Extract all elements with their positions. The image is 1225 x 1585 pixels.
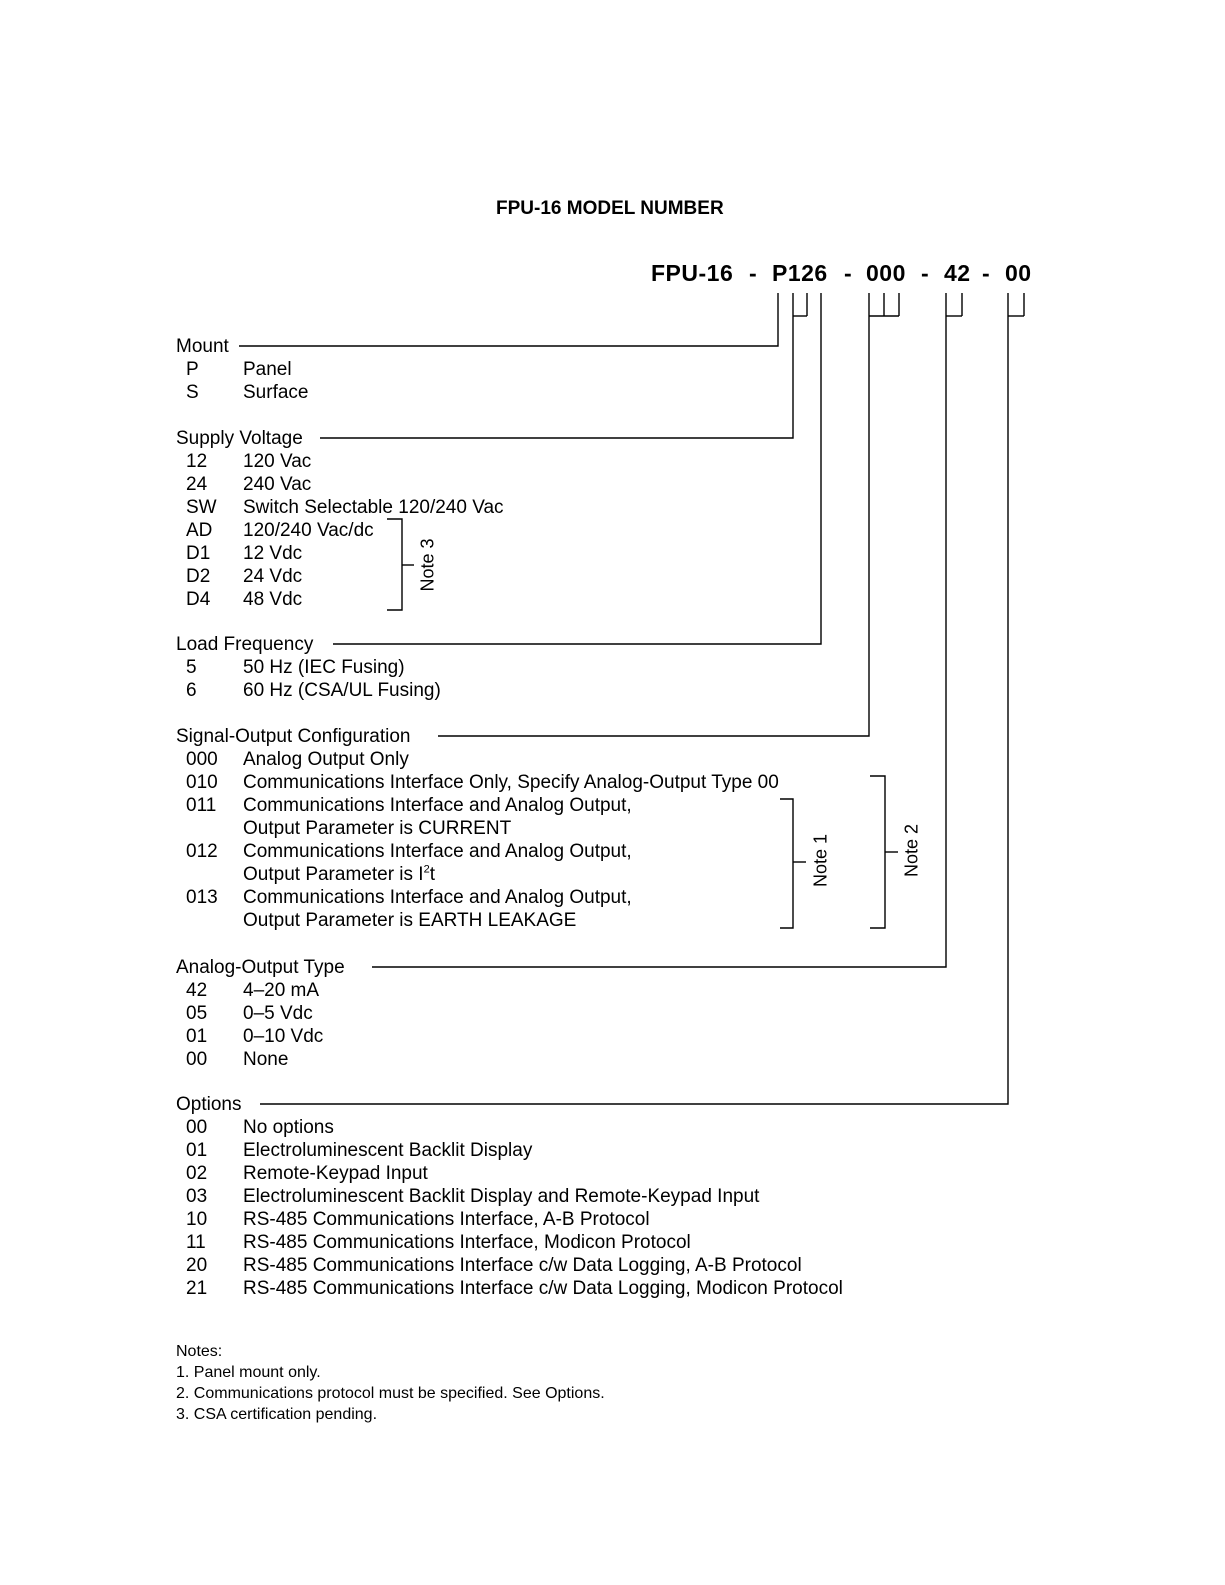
supply-voltage-code: D2 [186,566,211,587]
signal-output-desc-line2: Output Parameter is EARTH LEAKAGE [243,910,577,931]
signal-output-code: 011 [186,795,217,816]
supply-voltage-code: D1 [186,543,211,564]
supply-voltage-code: 24 [186,474,208,495]
options-desc: Electroluminescent Backlit Display and Remote-Keypad Input [243,1186,760,1207]
note3-bracket [387,519,402,610]
analog-output-code: 05 [186,1003,208,1024]
options-desc: RS-485 Communications Interface, Modicon Protocol [243,1232,691,1253]
signal-output-label: Signal-Output Configuration [176,726,411,747]
options-code: 00 [186,1117,208,1138]
model-code-part-3: 42 [944,260,971,286]
signal-output-code: 013 [186,887,218,908]
options-desc: No options [243,1117,334,1138]
options-desc: Remote-Keypad Input [243,1163,428,1184]
model-code-sep-4: - [982,260,991,286]
supply-voltage-desc: 12 Vdc [243,543,303,564]
mount-code: S [186,382,199,403]
mount-connector [239,293,778,346]
note-3-label: Note 3 [417,538,438,592]
supply-voltage-connector [320,293,793,438]
mount-desc: Panel [243,359,292,380]
analog-output-code: 01 [186,1026,208,1047]
supply-voltage-desc: 120 Vac [243,451,312,472]
options-desc: Electroluminescent Backlit Display [243,1140,533,1161]
model-code-sep-3: - [921,260,930,286]
analog-output-connector [372,293,946,967]
supply-voltage-desc: Switch Selectable 120/240 Vac [243,497,504,518]
note-1-label: Note 1 [810,833,831,888]
model-code-part-4: 00 [1005,260,1032,286]
options-desc: RS-485 Communications Interface c/w Data Logging, A-B Protocol [243,1255,802,1276]
options-code: 20 [186,1255,208,1276]
analog-output-desc: None [243,1049,289,1070]
signal-output-desc: Communications Interface Only, Specify Analog-Output Type 00 [243,772,779,793]
notes-heading: Notes: [176,1343,223,1360]
model-code-sep-2: - [844,260,853,286]
model-code-part-1: P126 [772,260,828,286]
options-code: 01 [186,1140,208,1161]
signal-output-desc-prefix: Output Parameter is I [243,864,424,885]
supply-voltage-label: Supply Voltage [176,428,303,449]
model-code-part-2: 000 [866,260,906,286]
supply-voltage-desc: 120/240 Vac/dc [243,520,374,541]
analog-output-code: 42 [186,980,208,1001]
load-frequency-code: 6 [186,680,197,701]
supply-voltage-code: SW [186,497,217,518]
analog-output-label: Analog-Output Type [176,957,345,978]
load-frequency-code: 5 [186,657,197,678]
note-2-label: Note 2 [901,823,922,878]
options-code: 03 [186,1186,208,1207]
signal-output-desc: Analog Output Only [243,749,409,770]
note1-bracket [780,799,793,928]
note-item: 1. Panel mount only. [176,1364,321,1381]
mount-code: P [186,359,199,380]
options-code: 10 [186,1209,208,1230]
signal-output-desc-superscript: 2 [423,863,430,876]
options-code: 11 [186,1232,206,1253]
options-desc: RS-485 Communications Interface, A-B Protocol [243,1209,650,1230]
mount-label: Mount [176,336,229,357]
note-item: 2. Communications protocol must be specified. See Options. [176,1385,605,1402]
supply-voltage-desc: 48 Vdc [243,589,303,610]
options-label: Options [176,1094,242,1115]
load-frequency-desc: 60 Hz (CSA/UL Fusing) [243,680,441,701]
analog-output-desc: 0–5 Vdc [243,1003,313,1024]
options-desc: RS-485 Communications Interface c/w Data Logging, Modicon Protocol [243,1278,843,1299]
analog-output-desc: 4–20 mA [243,980,320,1001]
signal-output-code: 000 [186,749,218,770]
signal-output-desc-line2: Output Parameter is CURRENT [243,818,512,839]
options-code: 21 [186,1278,208,1299]
supply-voltage-code: 12 [186,451,208,472]
supply-voltage-desc: 24 Vdc [243,566,303,587]
signal-output-desc: Communications Interface and Analog Output, [243,887,632,908]
signal-output-code: 012 [186,841,218,862]
note-item: 3. CSA certification pending. [176,1406,378,1423]
model-code-sep-1: - [749,260,758,286]
load-frequency-desc: 50 Hz (IEC Fusing) [243,657,405,678]
analog-output-desc: 0–10 Vdc [243,1026,324,1047]
signal-output-desc: Communications Interface and Analog Output, [243,841,632,862]
analog-output-code: 00 [186,1049,208,1070]
options-code: 02 [186,1163,208,1184]
signal-output-desc-suffix: t [429,864,435,885]
supply-voltage-code: AD [186,520,213,541]
load-frequency-label: Load Frequency [176,634,314,655]
model-code-base: FPU-16 [651,260,734,286]
mount-desc: Surface [243,382,309,403]
supply-voltage-desc: 240 Vac [243,474,312,495]
note2-bracket [870,776,885,928]
signal-output-desc-line2 [243,864,435,886]
supply-voltage-code: D4 [186,589,211,610]
signal-output-code: 010 [186,772,218,793]
signal-output-desc: Communications Interface and Analog Output, [243,795,632,816]
page-title: FPU-16 MODEL NUMBER [496,198,724,219]
